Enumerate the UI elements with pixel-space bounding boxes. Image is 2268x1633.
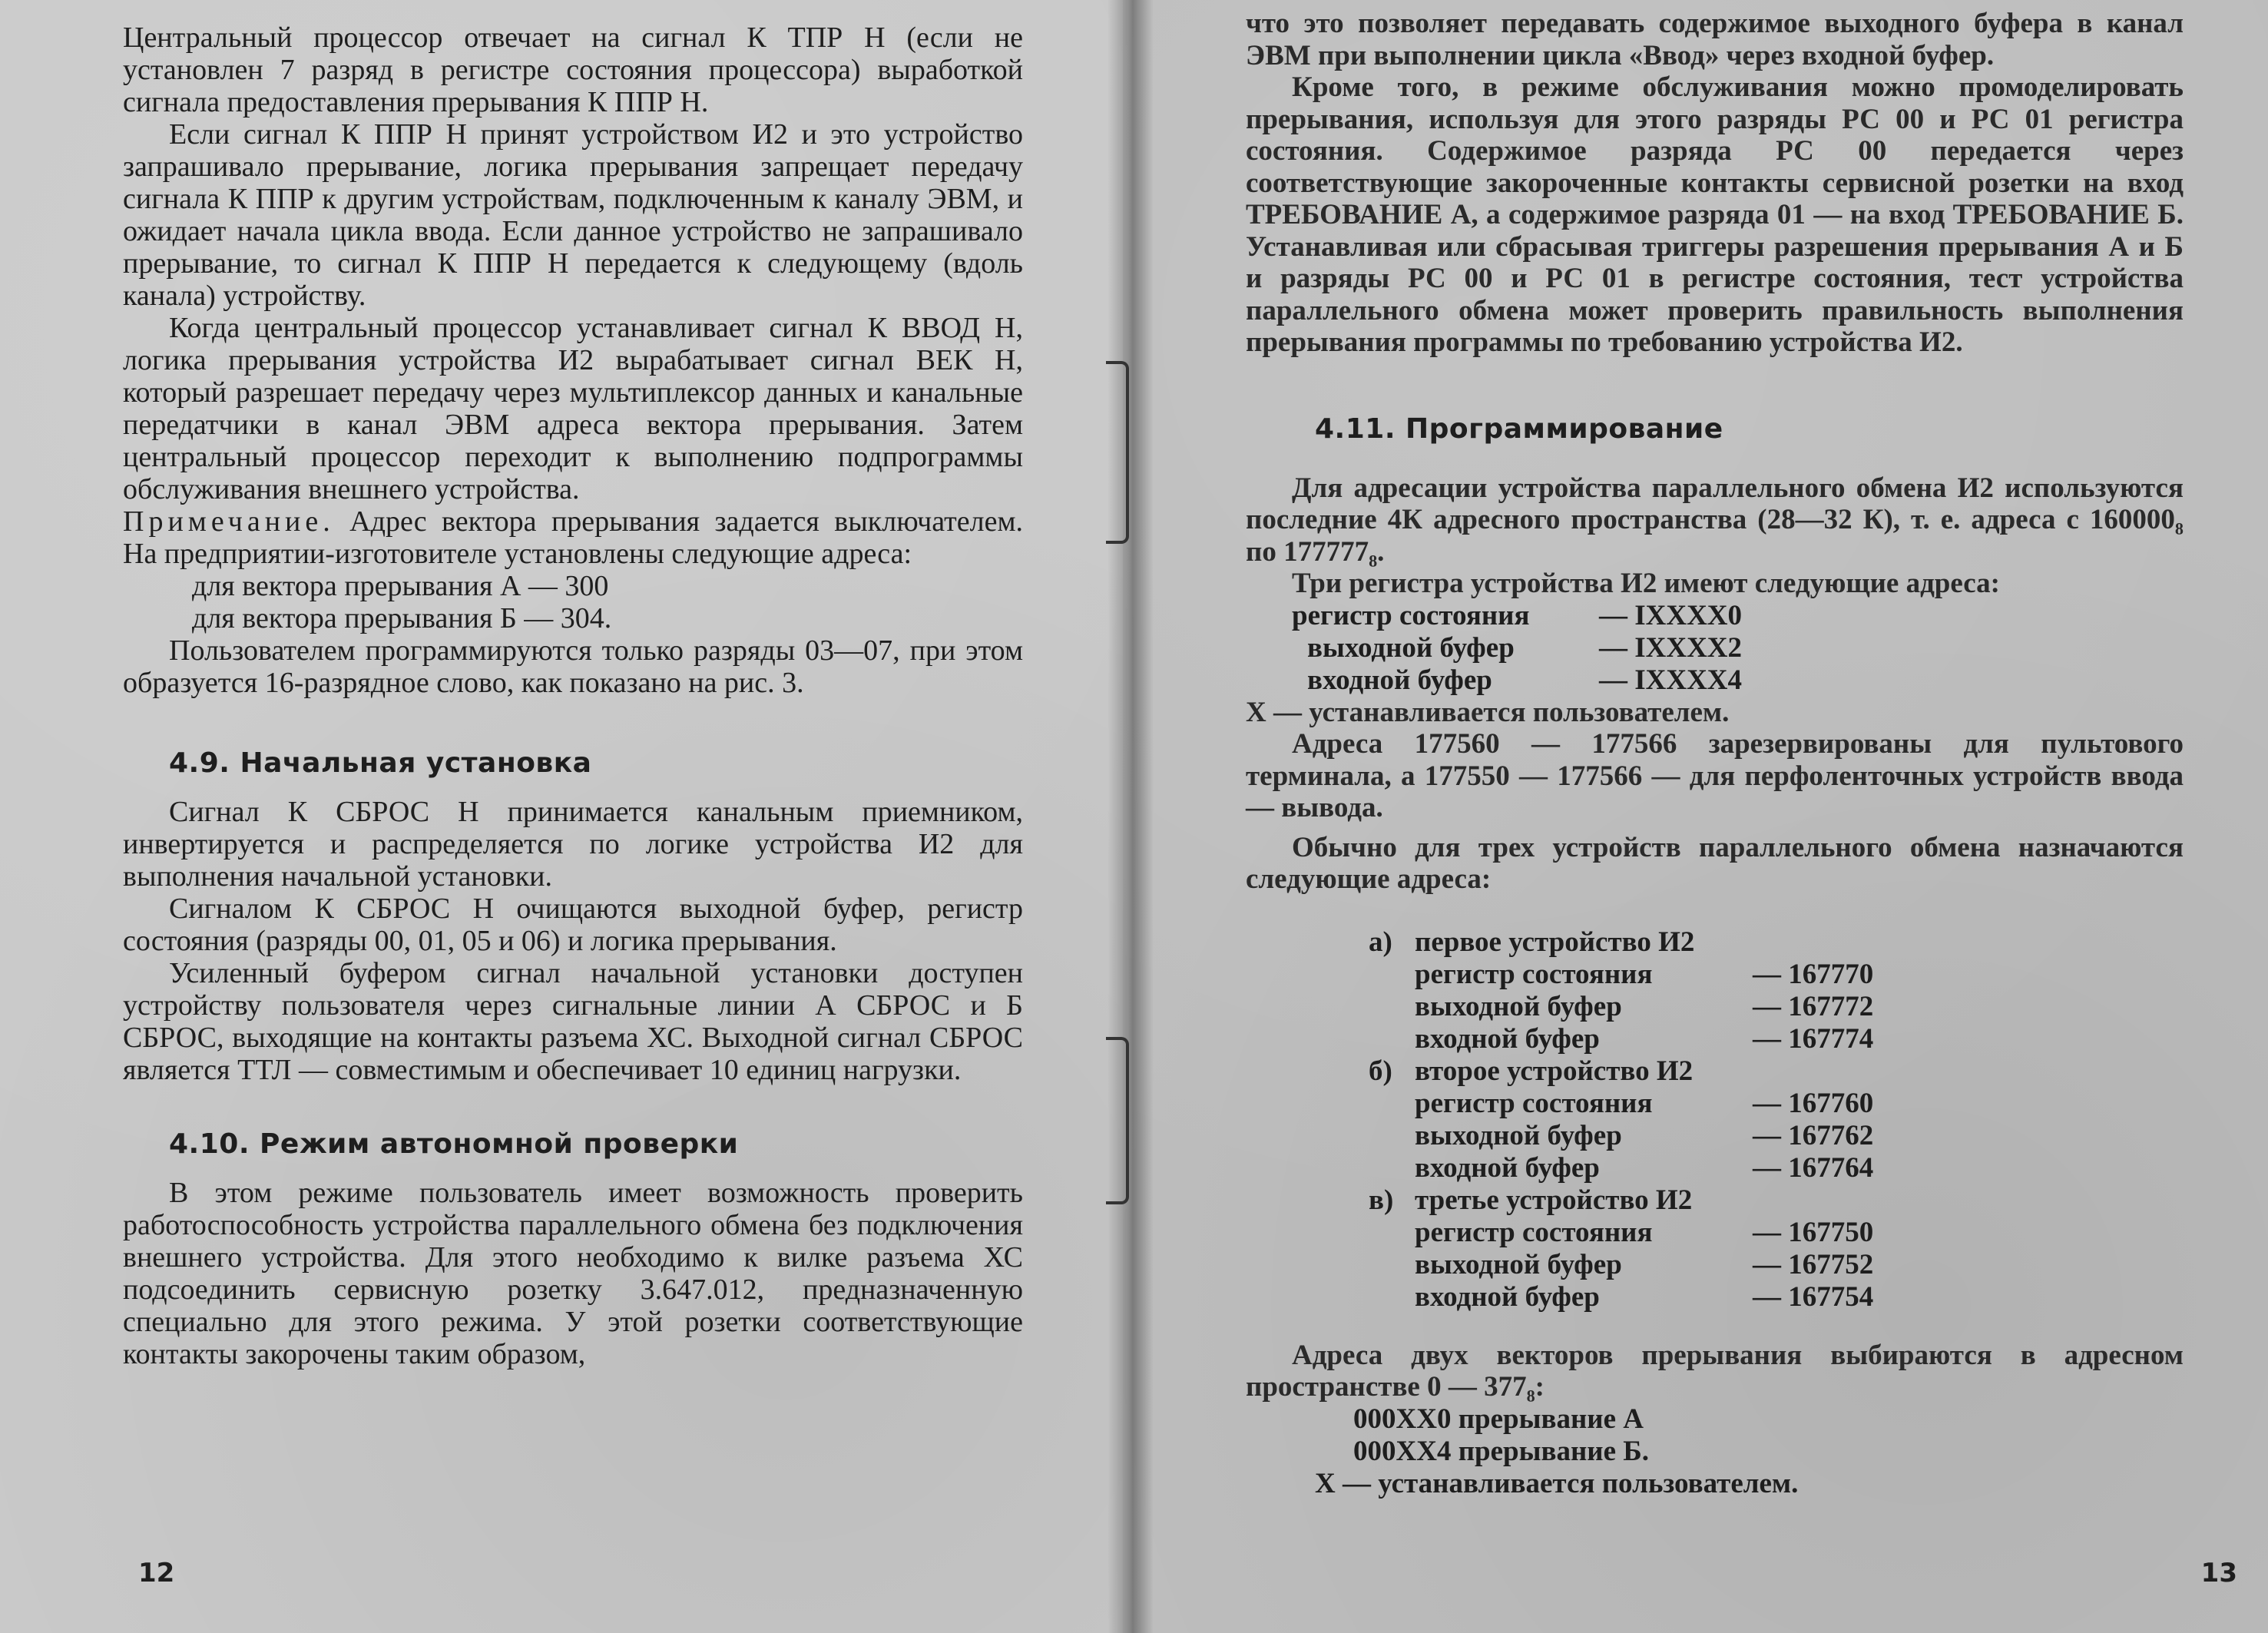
page-number: 13 bbox=[2200, 1558, 2237, 1588]
device-title: первое устройство И2 bbox=[1415, 926, 1695, 958]
register-addr: — 167760 bbox=[1753, 1087, 1874, 1119]
device-register-row bbox=[1369, 1120, 2184, 1152]
device-group bbox=[1369, 1055, 2184, 1184]
note-text: Адрес вектора прерывания задается выключателем. На предприятии-изготовителе установлены следующие адреса: bbox=[123, 505, 1023, 570]
register-addr: — 167764 bbox=[1753, 1151, 1874, 1184]
register-name: выходной буфер bbox=[1415, 1119, 1622, 1151]
register-name: входной буфер bbox=[1307, 664, 1492, 696]
register-name: входной буфер bbox=[1415, 1022, 1600, 1055]
device-register-row bbox=[1369, 991, 2184, 1023]
register-addr: — 167754 bbox=[1753, 1280, 1874, 1313]
section-heading-4-11: 4.11. Программирование bbox=[1315, 412, 1723, 445]
device-register-row bbox=[1369, 1217, 2184, 1249]
vector-address-a: 000ХХ0 прерывание А bbox=[1353, 1403, 1644, 1435]
paragraph: В этом режиме пользователь имеет возможность проверить работоспособность устройства параллельного обмена без подключения внешнего устройства. Для этого необходимо к вилке разъема ХС подсоединить сервисную розетку 3.647.012, предназначенную специально для этого режима. У этой розетки соответствующие контакты закорочены таким образом, bbox=[123, 1177, 1023, 1370]
register-addr: — IXXXX0 bbox=[1599, 599, 1743, 631]
note-label: Примечание. bbox=[123, 505, 335, 538]
device-register-row bbox=[1369, 1249, 2184, 1281]
register-addr: — 167772 bbox=[1753, 990, 1874, 1022]
device-title: второе устройство И2 bbox=[1415, 1055, 1694, 1087]
device-register-row bbox=[1369, 1152, 2184, 1184]
paragraph: Адреса двух векторов прерывания выбираются в адресном пространстве 0 — 377₈: bbox=[1246, 1339, 2184, 1403]
device-address-list bbox=[1369, 926, 2184, 1313]
paragraph: Пользователем программируются только разряды 03—07, при этом образуется 16-разрядное слово, как показано на рис. 3. bbox=[123, 634, 1023, 699]
register-name: выходной буфер bbox=[1307, 631, 1515, 664]
register-addr: — 167762 bbox=[1753, 1119, 1874, 1151]
device-letter: а) bbox=[1369, 926, 1392, 958]
paragraph: Сигналом К СБРОС Н очищаются выходной буфер, регистр состояния (разряды 00, 01, 05 и 06) и логика прерывания. bbox=[123, 893, 1023, 957]
paragraph: Обычно для трех устройств параллельного обмена назначаются следующие адреса: bbox=[1246, 831, 2184, 895]
paragraph: Когда центральный процессор устанавливает сигнал К ВВОД Н, логика прерывания устройства И2 вырабатывает сигнал ВЕК Н, который разрешает передачу через мультиплексор данных и канальные передатчики в канал ЭВМ адреса вектора прерывания. Затем центральный процессор переходит к выполнению подпрограммы обслуживания внешнего устройства. bbox=[123, 312, 1023, 505]
paragraph: Х — устанавливается пользователем. bbox=[1246, 696, 1730, 728]
register-addr: — 167774 bbox=[1753, 1022, 1874, 1055]
staple-icon bbox=[1106, 361, 1129, 544]
paragraph: Адреса 177560 — 177566 зарезервированы для пультового терминала, а 177550 — 177566 — для перфоленточных устройств ввода — вывода. bbox=[1246, 728, 2184, 823]
paragraph: Усиленный буфером сигнал начальной установки доступен устройству пользователя через сигнальные линии А СБРОС и Б СБРОС, выходящие на контакты разъема ХС. Выходной сигнал СБРОС является ТТЛ — совместимым и обеспечивает 10 единиц нагрузки. bbox=[123, 957, 1023, 1086]
register-name: регистр состояния bbox=[1415, 958, 1653, 990]
vector-b-line: для вектора прерывания Б — 304. bbox=[192, 602, 612, 634]
device-register-row bbox=[1369, 959, 2184, 991]
note-paragraph bbox=[123, 505, 1023, 570]
device-register-row bbox=[1369, 1088, 2184, 1120]
register-name: выходной буфер bbox=[1415, 990, 1622, 1022]
register-row bbox=[1292, 664, 2184, 697]
paragraph: Если сигнал К ППР Н принят устройством И2 и это устройство запрашивало прерывание, логика прерывания запрещает передачу сигнала К ППР к другим устройствам, подключенным к каналу ЭВМ, и ожидает начала цикла ввода. Если данное устройство не запрашивало прерывание, то сигнал К ППР Н передается к следующему (вдоль канала) устройству. bbox=[123, 118, 1023, 312]
left-page bbox=[0, 0, 1123, 1633]
register-name: входной буфер bbox=[1415, 1280, 1600, 1313]
register-name: регистр состояния bbox=[1415, 1216, 1653, 1248]
page-number: 12 bbox=[138, 1558, 175, 1588]
register-name: входной буфер bbox=[1415, 1151, 1600, 1184]
device-heading bbox=[1369, 1055, 2184, 1088]
paragraph: Три регистра устройства И2 имеют следующие адреса: bbox=[1292, 568, 2000, 599]
register-name: регистр состояния bbox=[1415, 1087, 1653, 1119]
register-name: регистр состояния bbox=[1292, 599, 1530, 631]
register-row bbox=[1292, 632, 2184, 664]
device-register-row bbox=[1369, 1023, 2184, 1055]
device-group bbox=[1369, 926, 2184, 1055]
paragraph: Центральный процессор отвечает на сигнал К ТПР Н (если не установлен 7 разряд в регистре состояния процессора) выработкой сигнала предоставления прерывания К ППР Н. bbox=[123, 22, 1023, 118]
paragraph: Для адресации устройства параллельного обмена И2 используются последние 4К адресного пространства (28—32 К), т. е. адреса с 160000₈ по 177777₈. bbox=[1246, 472, 2184, 568]
register-addr: — IXXXX2 bbox=[1599, 631, 1743, 664]
vector-address-b: 000ХХ4 прерывание Б. bbox=[1353, 1435, 1649, 1467]
section-heading-4-10: 4.10. Режим автономной проверки bbox=[169, 1128, 739, 1160]
device-title: третье устройство И2 bbox=[1415, 1184, 1693, 1216]
register-addr: — 167750 bbox=[1753, 1216, 1874, 1248]
register-addr: — IXXXX4 bbox=[1599, 664, 1743, 696]
register-addr: — 167770 bbox=[1753, 958, 1874, 990]
right-page bbox=[1123, 0, 2268, 1633]
device-register-row bbox=[1369, 1281, 2184, 1313]
register-list bbox=[1292, 600, 2184, 697]
device-group bbox=[1369, 1184, 2184, 1313]
staple-icon bbox=[1106, 1037, 1129, 1204]
section-heading-4-9: 4.9. Начальная установка bbox=[169, 747, 592, 779]
device-heading bbox=[1369, 1184, 2184, 1217]
register-name: выходной буфер bbox=[1415, 1248, 1622, 1280]
paragraph: Сигнал К СБРОС Н принимается канальным приемником, инвертируется и распределяется по логике устройства И2 для выполнения начальной установки. bbox=[123, 796, 1023, 893]
vector-list bbox=[192, 570, 1023, 634]
register-row bbox=[1292, 600, 2184, 632]
device-heading bbox=[1369, 926, 2184, 959]
paragraph: что это позволяет передавать содержимое выходного буфера в канал ЭВМ при выполнении цикла «Ввод» через входной буфер. bbox=[1246, 8, 2184, 71]
device-letter: б) bbox=[1369, 1055, 1392, 1087]
device-letter: в) bbox=[1369, 1184, 1394, 1216]
user-note: Х — устанавливается пользователем. bbox=[1315, 1467, 1799, 1499]
register-addr: — 167752 bbox=[1753, 1248, 1874, 1280]
vector-a-line: для вектора прерывания А — 300 bbox=[192, 570, 609, 602]
paragraph: Кроме того, в режиме обслуживания можно промоделировать прерывания, используя для этого разряды РС 00 и РС 01 регистра состояния. Содержимое разряда РС 00 передается через соответствующие закороченные контакты сервисной розетки на вход ТРЕБОВАНИЕ А, а содержимое разряда 01 — на вход ТРЕБОВАНИЕ Б. Устанавливая или сбрасывая триггеры разрешения прерывания А и Б и разряды РС 00 и РС 01 в регистре состояния, тест устройства параллельного обмена может проверить правильность выполнения прерывания программы по требованию устройства И2. bbox=[1246, 71, 2184, 358]
